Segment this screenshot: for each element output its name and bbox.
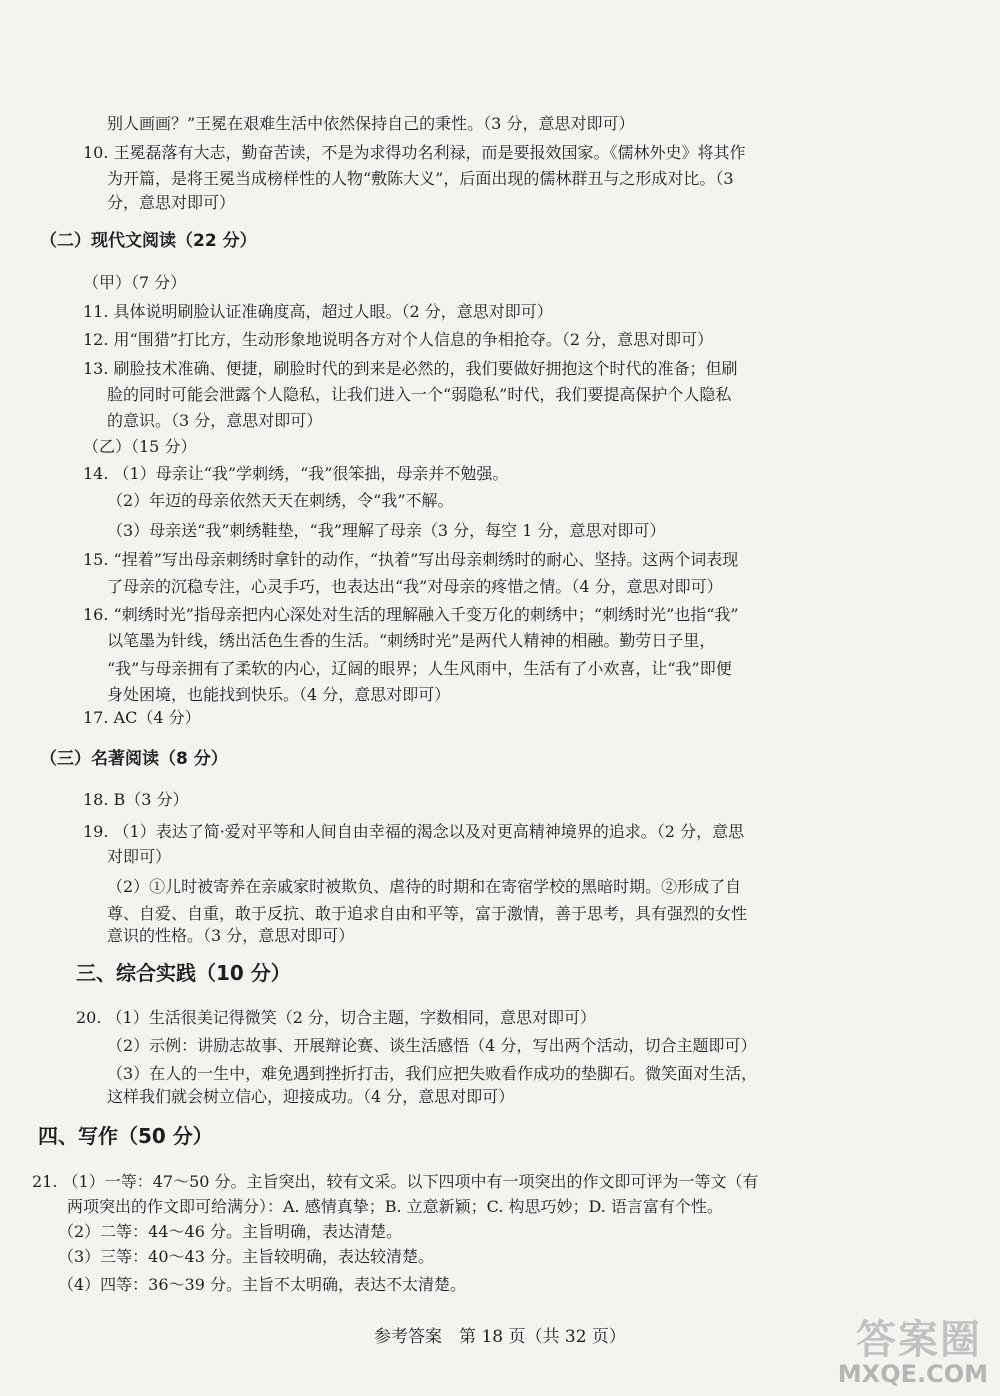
text-line: 了母亲的沉稳专注，心灵手巧，也表达出“我”对母亲的疼惜之情。（4 分，意思对即可） [107,577,723,596]
text-line: （3）母亲送“我”刺绣鞋垫，“我”理解了母亲（3 分，每空 1 分，意思对即可） [107,521,666,540]
page-footer: 参考答案 第 18 页（共 32 页） [374,1327,626,1347]
text-line: 两项突出的作文即可给满分）：A. 感情真挚；B. 立意新颖；C. 构思巧妙；D. 语言富有个性。 [67,1197,723,1216]
part-heading: 四、写作（50 分） [38,1124,213,1148]
text-line: （3）三等：40～43 分。主旨较明确，表达较清楚。 [58,1247,434,1266]
text-line: （2）①儿时被寄养在亲戚家时被欺负、虐待的时期和在寄宿学校的黑暗时期。②形成了自 [107,877,742,896]
text-line: （乙）（15 分） [83,437,197,456]
text-line: 尊、自爱、自重，敢于反抗、敢于追求自由和平等，富于激情，善于思考，具有强烈的女性 [107,904,748,923]
text-line: 16. “刺绣时光”指母亲把内心深处对生活的理解融入千变万化的刺绣中；“刺绣时光”也指“我” [83,605,739,624]
text-line: 12. 用“围猎”打比方，生动形象地说明各方对个人信息的争相抢夺。（2 分，意思对即可） [83,330,714,349]
text-line: 20. （1）生活很美记得微笑（2 分，切合主题，字数相同，意思对即可） [76,1008,596,1027]
watermark-logo: 答案圈 [856,1317,982,1363]
text-line: 脸的同时可能会泄露个人隐私，让我们进入一个“弱隐私”时代，我们要提高保护个人隐私 [107,385,732,404]
watermark-url: MXQE.COM [837,1360,988,1388]
text-line: 15. “捏着”写出母亲刺绣时拿针的动作，“执着”写出母亲刺绣时的耐心、坚持。这两个词表现 [83,550,739,569]
text-line: 10. 王冕磊落有大志，勤奋苦读，不是为求得功名利禄，而是要报效国家。《儒林外史》将其作 [83,143,746,162]
text-line: 身处困境，也能找到快乐。（4 分，意思对即可） [107,685,451,704]
text-line: 的意识。（3 分，意思对即可） [107,411,323,430]
text-line: 13. 刷脸技术准确、便捷，刷脸时代的到来是必然的，我们要做好拥抱这个时代的准备；但刷 [83,359,738,378]
text-line: （3）在人的一生中，难免遇到挫折打击，我们应把失败看作成功的垫脚石。微笑面对生活， [107,1064,758,1083]
text-line: 18. B（3 分） [83,790,189,809]
text-line: 为开篇，是将王冕当成榜样性的人物“敷陈大义”，后面出现的儒林群丑与之形成对比。（3 [107,169,734,188]
text-line: （甲）（7 分） [83,273,187,292]
text-line: 分，意思对即可） [107,193,236,212]
text-line: 意识的性格。（3 分，意思对即可） [107,926,355,945]
section-heading: （二）现代文阅读（22 分） [40,231,257,251]
text-line: 以笔墨为针线，绣出活色生香的生活。“刺绣时光”是两代人精神的相融。勤劳日子里， [107,631,716,650]
text-line: （4）四等：36～39 分。主旨不太明确，表达不太清楚。 [58,1275,466,1294]
part-heading: 三、综合实践（10 分） [76,961,291,985]
text-line: 11. 具体说明刷脸认证准确度高，超过人眼。（2 分，意思对即可） [83,302,553,321]
text-line: 17. AC（4 分） [83,708,201,727]
text-line: 14. （1）母亲让“我”学刺绣，“我”很笨拙，母亲并不勉强。 [83,464,509,483]
text-line: （2）二等：44～46 分。主旨明确，表达清楚。 [58,1222,402,1241]
text-line: “我”与母亲拥有了柔软的内心，辽阔的眼界；人生风雨中，生活有了小欢喜，让“我”即便 [107,659,732,678]
text-line: 别人画画？”王冕在艰难生活中依然保持自己的秉性。（3 分，意思对即可） [107,114,635,133]
text-line: （2）示例：讲励志故事、开展辩论赛、谈生活感悟（4 分，写出两个活动，切合主题即可） [107,1036,757,1055]
text-line: 21. （1）一等：47～50 分。主旨突出，较有文采。以下四项中有一项突出的作文即可评为一等文（有 [32,1172,759,1191]
text-line: 19. （1）表达了简·爱对平等和人间自由幸福的渴念以及对更高精神境界的追求。（2 分，意思 [83,822,745,841]
text-line: 这样我们就会树立信心，迎接成功。（4 分，意思对即可） [107,1087,515,1106]
text-line: 对即可） [107,847,172,866]
text-line: （2）年迈的母亲依然天天在刺绣，令“我”不解。 [107,491,454,510]
section-heading: （三）名著阅读（8 分） [40,749,228,769]
